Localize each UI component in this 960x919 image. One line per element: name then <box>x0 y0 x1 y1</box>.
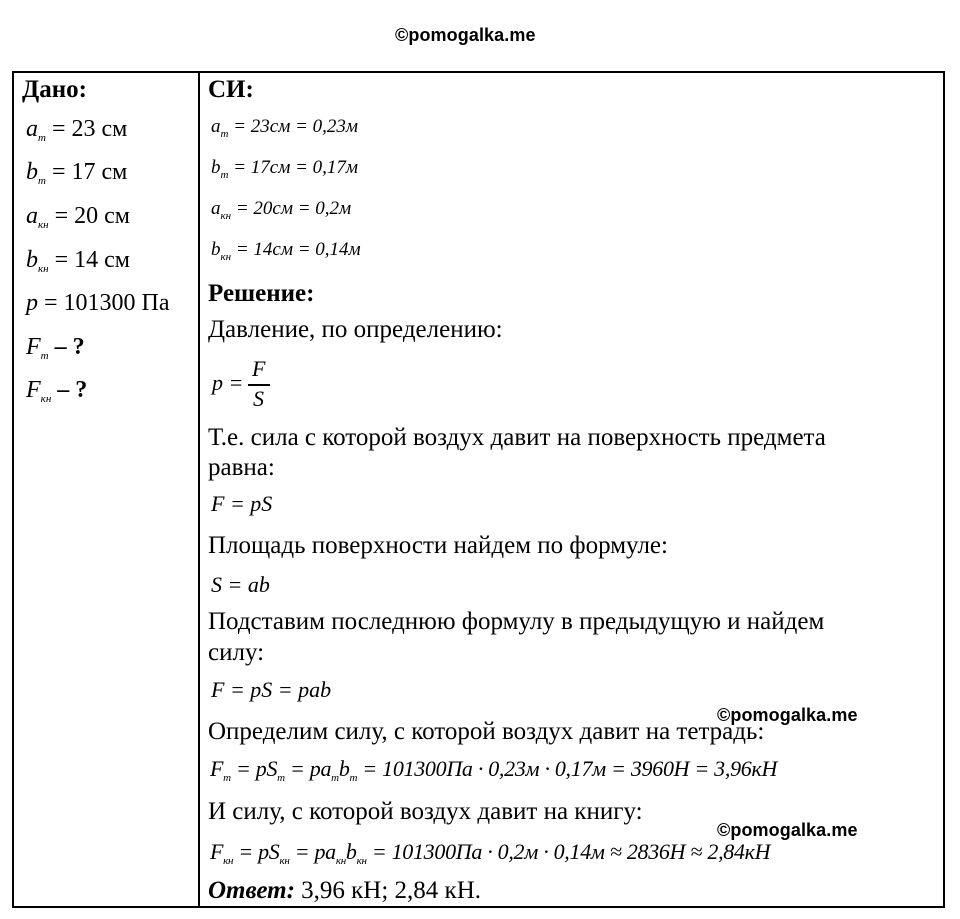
formula: F = pS = pab <box>211 677 332 702</box>
solution-paragraph: равна: <box>208 454 275 481</box>
si-item: $a_{кн} = 20см = 0,2м$ <box>211 198 352 222</box>
given-item: $a_{кн} = 20$ см <box>26 203 130 231</box>
formula-notebook-force: $F_т = pS_т = pa_тb_т = 101300Па \cdot 0,23м \cdot 0,17м = 3960Н = 3,96кН$ <box>210 756 778 784</box>
answer <box>208 877 481 905</box>
solution-paragraph: Подставим последнюю формулу в предыдущую и найдем <box>208 608 825 635</box>
solution-paragraph: И силу, с которой воздух давит на книгу: <box>208 798 643 825</box>
watermark-middle: ©pomogalka.me <box>717 705 858 725</box>
formula-lhs: p = <box>212 370 244 395</box>
formula: F = pS <box>211 491 273 516</box>
given-item: $a_т = 23$ см <box>26 116 128 144</box>
solution-paragraph: силу: <box>208 639 265 666</box>
given-item: p = 101300 Па <box>26 290 170 316</box>
solution-paragraph: Определим силу, с которой воздух давит на тетрадь: <box>208 718 765 745</box>
formula: S = ab <box>211 572 270 597</box>
si-item: $b_т = 17см = 0,17м$ <box>211 157 359 181</box>
watermark-top: ©pomogalka.me <box>395 25 536 45</box>
solution-paragraph: Площадь поверхности найдем по формуле: <box>208 532 668 559</box>
si-item: $a_т = 23см = 0,23м$ <box>211 116 359 140</box>
answer-label: Ответ: <box>208 877 295 904</box>
given-item: $b_{кн} = 14$ см <box>26 247 130 275</box>
si-item: $b_{кн} = 14см = 0,14м$ <box>211 239 361 263</box>
formula-book-force: $F_{кн} = pS_{кн} = pa_{кн}b_{кн} = 101300Па \cdot 0,2м \cdot 0,14м \approx 2836Н \approx 2,84кН$ <box>210 839 771 867</box>
unknown-item: $F_т$ – ? <box>26 334 85 362</box>
given-item: $b_т = 17$ см <box>26 159 128 187</box>
fraction-denominator: S <box>253 386 264 411</box>
column-divider <box>198 71 200 908</box>
solution-header: Решение: <box>208 280 315 307</box>
given-header: Дано: <box>22 76 87 103</box>
solution-paragraph: Давление, по определению: <box>208 316 503 343</box>
solution-paragraph: Т.е. сила с которой воздух давит на поверхность предмета <box>208 424 826 451</box>
answer-value: 3,96 кН; 2,84 кН. <box>294 877 482 904</box>
fraction-numerator: F <box>252 356 266 381</box>
si-header: СИ: <box>208 76 254 103</box>
unknown-item: $F_{кн}$ – ? <box>26 377 88 405</box>
watermark-lower: ©pomogalka.me <box>717 820 858 840</box>
